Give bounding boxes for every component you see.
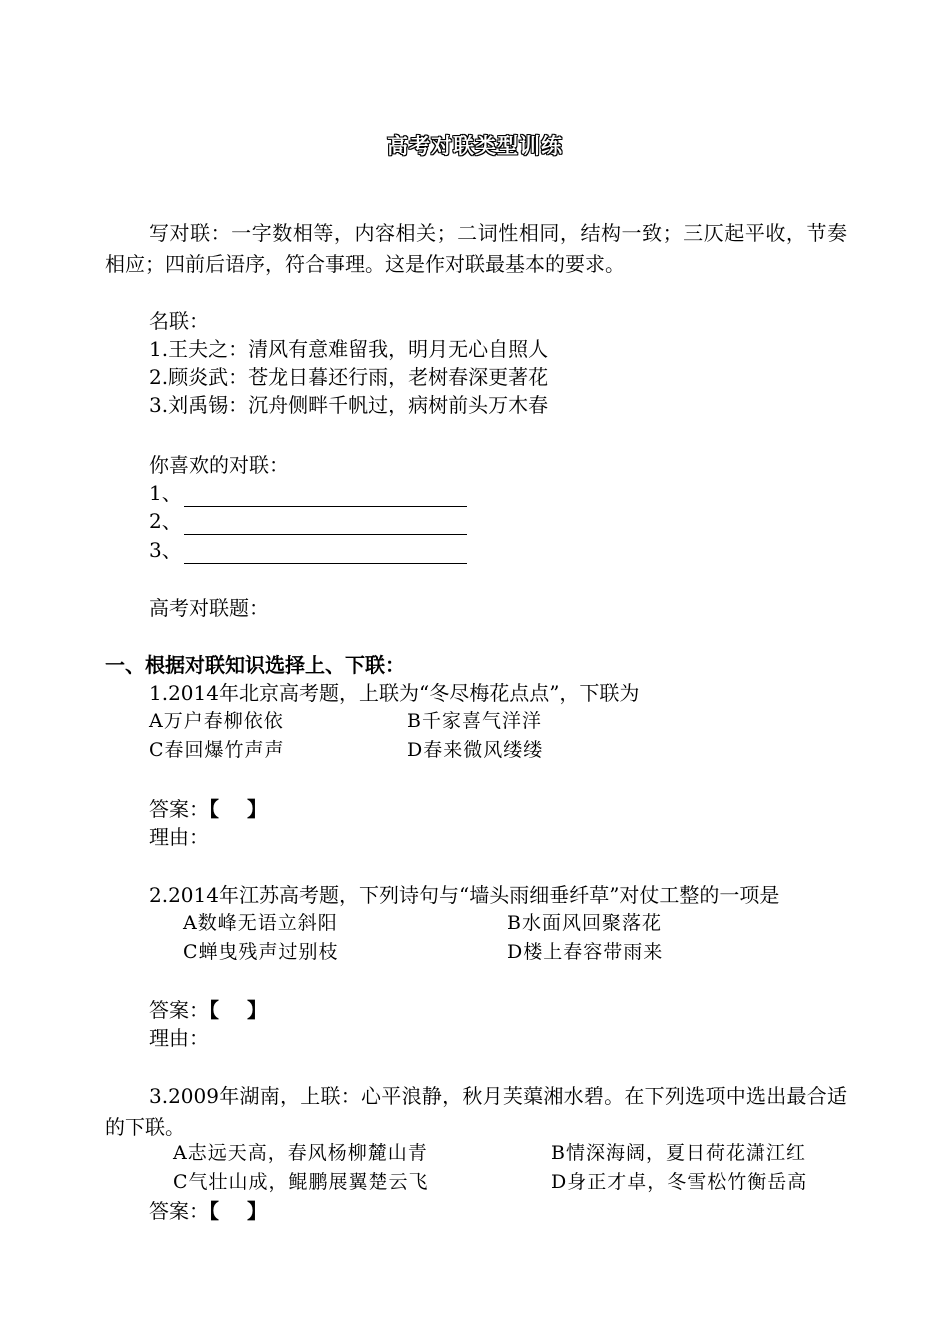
answer-bracket-open: 【 [209,1199,219,1223]
exam-heading: 高考对联题： [149,596,269,620]
answer-line [149,795,267,823]
answer-blank[interactable] [184,484,467,507]
answer-bracket-close: 】 [247,998,267,1022]
option-b: B水面风回聚落花 [507,912,662,934]
option-a: A志远天高，春风杨柳麓山青 [173,1142,428,1164]
answer-label: 答案： [149,1199,209,1223]
option-d: D身正才卓，冬雪松竹衡岳高 [551,1171,808,1193]
answer-blank[interactable] [184,541,467,564]
answer-line [149,996,267,1024]
favorite-heading: 你喜欢的对联： [149,453,289,477]
reason-label: 理由： [149,825,209,849]
favorite-item [149,479,467,507]
favorite-item [149,536,467,564]
answer-bracket-close: 】 [247,1199,267,1223]
page-title: 高考对联类型训练 [387,133,563,158]
famous-item: 1.王夫之：清风有意难留我，明月无心自照人 [149,337,549,361]
reason-label: 理由： [149,1026,209,1050]
answer-label: 答案： [149,797,209,821]
famous-heading: 名联： [149,309,209,333]
famous-item: 2.顾炎武：苍龙日暮还行雨，老树春深更著花 [149,365,549,389]
section-heading: 一、根据对联知识选择上、下联： [105,653,405,677]
answer-line [149,1197,267,1225]
option-b: B情深海阔，夏日荷花潇江红 [551,1142,806,1164]
famous-item: 3.刘禹锡：沉舟侧畔千帆过，病树前头万木春 [149,393,549,417]
answer-label: 答案： [149,998,209,1022]
favorite-item-number: 3、 [149,538,182,562]
favorite-item [149,507,467,535]
option-a: A万户春柳依依 [149,710,284,732]
favorite-item-number: 1、 [149,481,182,505]
option-a: A数峰无语立斜阳 [183,912,338,934]
option-c: C蝉曳残声过别枝 [183,941,339,963]
favorite-item-number: 2、 [149,509,182,533]
option-b: B千家喜气洋洋 [407,710,542,732]
option-d: D春来微风缕缕 [407,739,544,761]
answer-bracket-close: 】 [247,797,267,821]
answer-blank[interactable] [184,512,467,535]
answer-bracket-open: 【 [209,797,219,821]
question-stem: 3.2009年湖南，上联：心平浪静，秋月芙蕖湘水碧。在下列选项中选出最合适的下联。 [105,1084,847,1139]
question-stem: 2.2014年江苏高考题，下列诗句与“墙头雨细垂纤草”对仗工整的一项是 [149,883,780,907]
option-c: C气壮山成，鲲鹏展翼楚云飞 [173,1171,429,1193]
option-c: C春回爆竹声声 [149,739,285,761]
answer-bracket-open: 【 [209,998,219,1022]
option-d: D楼上春容带雨来 [507,941,664,963]
intro-paragraph: 写对联：一字数相等，内容相关；二词性相同，结构一致；三仄起平收，节奏相应；四前后语序，符合事理。这是作对联最基本的要求。 [105,221,847,276]
question-stem: 1.2014年北京高考题，上联为“冬尽梅花点点”，下联为 [149,681,640,705]
